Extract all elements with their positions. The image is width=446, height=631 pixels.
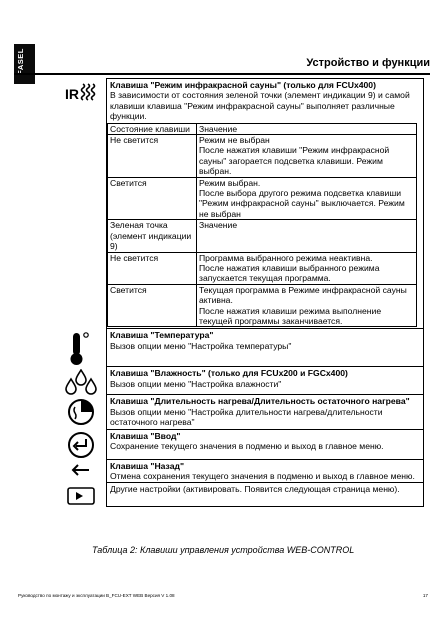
heating-duration-icon	[66, 397, 96, 427]
thermometer-icon	[69, 331, 93, 367]
key-state-table: Состояние клавиши Значение Не светится Режим не выбран После нажатия клавиши "Режим инфракрасной сауны" загорается подсветка клавиши. Режим выбран. Светится Режим выбран. После выбора другого режима подсветка клавиши "Режим инфракрасной сауны" выключается. Режим не выбран Зеленая точка (элемент индикации 9) Значение Не светится Программа выбранного режима неактивна. После нажатия клавиши выбранного режима запускается текущая программа. Светится Текущая программа в Режиме инфракрасной сауны активна. После нажатия клавиши режима выполнение текущей программы заканчивается.	[107, 123, 417, 328]
fasel-logo: FASEL	[14, 44, 35, 84]
table-row	[56, 79, 424, 329]
row-title: Клавиша "Температура"	[110, 330, 214, 341]
row-text: Вызов опции меню "Настройка температуры"	[110, 340, 292, 351]
page-title: Устройство и функции	[306, 57, 430, 69]
header-divider	[14, 73, 430, 75]
row-title: Клавиша "Назад"	[110, 460, 185, 471]
back-icon	[69, 461, 93, 479]
row-text: Отмена сохранения текущего значения в подменю и выход в главное меню.	[110, 470, 415, 481]
row-title: Клавиша "Режим инфракрасной сауны" (только для FCUx400)	[110, 80, 376, 90]
row-text: Другие настройки (активировать. Появится следующая страница меню).	[110, 484, 400, 495]
page-footer	[18, 593, 428, 598]
row-text: Вызов опции меню "Настройка длительности нагрева/длительности остаточного нагрева"	[110, 406, 383, 428]
row-text: В зависимости от состояния зеленой точки (элемент индикации 9) и самой клавиши клавиша "Режим инфракрасной сауны" выполняет различные функции.	[110, 90, 410, 122]
row-title: Клавиша "Длительность нагрева/Длительность остаточного нагрева"	[110, 396, 410, 407]
more-icon	[66, 485, 96, 507]
controls-table	[56, 78, 424, 507]
row-text: Сохранение текущего значения в подменю и выход в главное меню.	[110, 440, 384, 451]
table-row	[56, 483, 424, 507]
table-row	[56, 395, 424, 429]
footer-text: Руководство по монтажу и эксплуатации B_FCU-EXT WEB Версия V 1.08	[18, 593, 175, 598]
enter-icon	[67, 431, 95, 459]
table-row	[56, 329, 424, 367]
page-number: 17	[422, 593, 428, 598]
table-caption: Таблица 2: Клавиши управления устройства WEB-CONTROL	[92, 545, 355, 555]
table-row	[56, 367, 424, 395]
row-title: Клавиша "Влажность" (только для FCUx200 и FGCx400)	[110, 368, 348, 379]
infrared-icon	[64, 81, 98, 107]
humidity-icon	[64, 369, 98, 395]
row-text: Вызов опции меню "Настройка влажности"	[110, 378, 282, 389]
row-title: Клавиша "Ввод"	[110, 430, 181, 441]
table-row	[56, 459, 424, 483]
table-row	[56, 429, 424, 459]
svg-text:IR: IR	[65, 85, 79, 102]
